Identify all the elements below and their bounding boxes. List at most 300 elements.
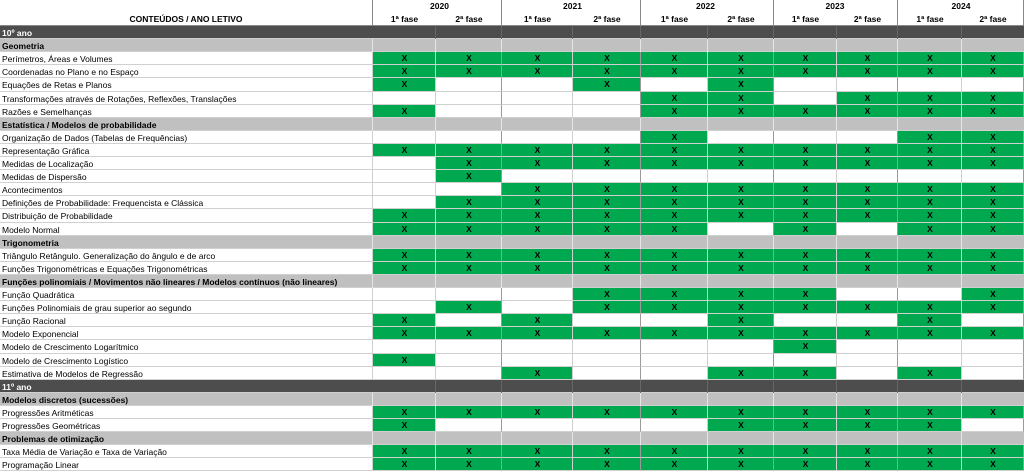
empty-cell (502, 92, 573, 105)
group-band-rule (707, 236, 708, 249)
year-band-rule (773, 26, 774, 39)
x-mark: X (927, 106, 933, 116)
empty-cell (573, 340, 641, 354)
empty-cell (436, 354, 502, 367)
x-mark: X (604, 407, 610, 417)
year-band-rule (897, 380, 898, 393)
empty-cell (573, 367, 641, 380)
empty-cell (502, 170, 573, 183)
empty-cell (962, 78, 1024, 92)
x-mark: X (401, 420, 408, 430)
x-mark: X (671, 184, 678, 194)
empty-cell (436, 314, 502, 327)
x-mark: X (990, 263, 996, 273)
empty-cell (774, 92, 837, 105)
year-band-rule (435, 26, 436, 39)
x-mark: X (534, 66, 541, 76)
x-mark: X (990, 132, 996, 142)
x-mark: X (671, 328, 678, 338)
group-band-rule (961, 393, 962, 406)
year-header-2024: 2024 (951, 1, 971, 11)
row-label: Medidas de Localização (2, 159, 94, 169)
row-label: Modelo de Crescimento Logístico (2, 356, 129, 366)
group-band-rule (961, 236, 962, 249)
empty-cell (962, 367, 1024, 380)
group-band-rule (961, 118, 962, 131)
x-mark: X (802, 420, 809, 430)
x-mark: X (990, 184, 996, 194)
empty-cell (436, 183, 502, 196)
x-mark: X (927, 446, 933, 456)
x-mark: X (864, 263, 871, 273)
x-mark: X (927, 368, 933, 378)
empty-cell (774, 131, 837, 144)
group-band-rule (501, 275, 502, 288)
phase-header: 1ª fase (791, 14, 820, 24)
x-mark: X (466, 197, 472, 207)
empty-cell (373, 157, 436, 170)
group-band-rule (572, 118, 573, 131)
empty-cell (837, 367, 898, 380)
x-mark: X (401, 210, 408, 220)
row-label: Taxa Média de Variação e Taxa de Variação (2, 447, 167, 457)
empty-cell (373, 170, 436, 183)
empty-cell (898, 340, 962, 354)
x-mark: X (401, 315, 408, 325)
x-mark: X (990, 53, 996, 63)
x-mark: X (927, 184, 933, 194)
row-label: Equações de Retas e Planos (2, 80, 112, 90)
x-mark: X (671, 197, 678, 207)
group-band-rule (372, 432, 373, 445)
x-mark: X (738, 315, 744, 325)
empty-cell (898, 78, 962, 92)
group-band-rule (372, 275, 373, 288)
x-mark: X (802, 53, 809, 63)
x-mark: X (738, 420, 744, 430)
empty-cell (708, 340, 774, 354)
empty-cell (837, 131, 898, 144)
group-band-rule (707, 39, 708, 52)
empty-cell (774, 354, 837, 367)
x-mark: X (802, 250, 809, 260)
x-mark: X (604, 446, 610, 456)
group-band-rule (435, 118, 436, 131)
year-band-rule (961, 380, 962, 393)
empty-cell (898, 354, 962, 367)
x-mark: X (466, 210, 472, 220)
group-band-rule (435, 236, 436, 249)
x-mark: X (604, 328, 610, 338)
x-mark: X (927, 145, 933, 155)
group-band-rule (572, 393, 573, 406)
x-mark: X (802, 328, 809, 338)
phase-header: 2ª fase (727, 14, 755, 24)
x-mark: X (990, 446, 996, 456)
year-band-rule (961, 26, 962, 39)
empty-cell (373, 183, 436, 196)
x-mark: X (534, 224, 541, 234)
x-mark: X (864, 446, 871, 456)
row-label: Modelo Normal (2, 225, 60, 235)
group-band-rule (961, 39, 962, 52)
group-band-rule (435, 432, 436, 445)
row-label: Definições de Probabilidade: Frequencista e Clássica (2, 198, 204, 208)
phase-header: 1ª fase (660, 14, 689, 24)
row-label: Organização de Dados (Tabelas de Frequências) (2, 133, 188, 143)
x-mark: X (990, 158, 996, 168)
group-band-rule (640, 432, 641, 445)
x-mark: X (864, 197, 871, 207)
x-mark: X (738, 368, 744, 378)
x-mark: X (401, 224, 408, 234)
group-band-rule (836, 39, 837, 52)
x-mark: X (466, 302, 472, 312)
x-mark: X (466, 446, 472, 456)
group-band-rule (572, 39, 573, 52)
year-band-rule (836, 26, 837, 39)
row-label: Estimativa de Modelos de Regressão (2, 369, 143, 379)
x-mark: X (738, 302, 744, 312)
x-mark: X (401, 407, 408, 417)
phase-header: 2ª fase (979, 14, 1007, 24)
group-band-rule (836, 275, 837, 288)
x-mark: X (604, 197, 610, 207)
x-mark: X (864, 66, 871, 76)
empty-cell (837, 78, 898, 92)
group-band-rule (372, 39, 373, 52)
x-mark: X (604, 184, 610, 194)
group-band-rule (897, 236, 898, 249)
year-header-2022: 2022 (696, 1, 715, 11)
x-mark: X (534, 315, 541, 325)
x-mark: X (466, 66, 472, 76)
x-mark: X (671, 289, 678, 299)
group-band-rule (773, 39, 774, 52)
x-mark: X (671, 93, 678, 103)
year-divider (640, 0, 641, 26)
x-mark: X (864, 53, 871, 63)
x-mark: X (864, 145, 871, 155)
x-mark: X (990, 197, 996, 207)
empty-cell (436, 367, 502, 380)
empty-cell (641, 78, 708, 92)
empty-cell (436, 131, 502, 144)
table-header-title: CONTEÚDOS / ANO LETIVO (129, 14, 243, 24)
x-mark: X (466, 53, 472, 63)
x-mark: X (671, 145, 678, 155)
phase-header: 1ª fase (390, 14, 419, 24)
empty-cell (641, 419, 708, 432)
empty-cell (837, 223, 898, 236)
group-band-rule (501, 236, 502, 249)
empty-cell (837, 354, 898, 367)
group-label: Estatística / Modelos de probabilidade (2, 120, 157, 130)
empty-cell (373, 301, 436, 314)
row-label: Triângulo Retângulo. Generalização do ângulo e de arco (2, 251, 216, 261)
x-mark: X (738, 328, 744, 338)
group-band (0, 236, 1024, 249)
empty-cell (502, 131, 573, 144)
group-band-rule (707, 432, 708, 445)
year-band-rule (640, 380, 641, 393)
x-mark: X (604, 263, 610, 273)
x-mark: X (534, 368, 541, 378)
x-mark: X (864, 250, 871, 260)
x-mark: X (802, 224, 809, 234)
empty-cell (502, 78, 573, 92)
x-mark: X (671, 407, 678, 417)
x-mark: X (990, 302, 996, 312)
x-mark: X (466, 263, 472, 273)
x-mark: X (927, 250, 933, 260)
empty-cell (573, 170, 641, 183)
x-mark: X (927, 197, 933, 207)
group-band-rule (572, 236, 573, 249)
x-mark: X (802, 263, 809, 273)
group-band-rule (501, 393, 502, 406)
x-mark: X (534, 197, 541, 207)
empty-cell (502, 301, 573, 314)
empty-cell (436, 288, 502, 301)
row-label: Modelo Exponencial (2, 329, 79, 339)
empty-cell (641, 340, 708, 354)
row-label: Perímetros, Áreas e Volumes (2, 54, 113, 64)
x-mark: X (604, 250, 610, 260)
empty-cell (373, 288, 436, 301)
group-band-rule (707, 118, 708, 131)
x-mark: X (802, 106, 809, 116)
x-mark: X (927, 263, 933, 273)
empty-cell (837, 314, 898, 327)
x-mark: X (671, 53, 678, 63)
empty-cell (573, 419, 641, 432)
x-mark: X (990, 328, 996, 338)
x-mark: X (534, 53, 541, 63)
empty-cell (502, 105, 573, 118)
group-band-rule (707, 393, 708, 406)
empty-cell (962, 419, 1024, 432)
row-label: Progressões Aritméticas (2, 408, 94, 418)
group-band-rule (435, 39, 436, 52)
x-mark: X (802, 145, 809, 155)
x-mark: X (534, 407, 541, 417)
group-band-rule (372, 236, 373, 249)
x-mark: X (671, 459, 678, 469)
x-mark: X (401, 263, 408, 273)
x-mark: X (802, 158, 809, 168)
year-band-rule (707, 380, 708, 393)
group-label: Geometria (2, 41, 45, 51)
empty-cell (962, 340, 1024, 354)
group-band-rule (372, 393, 373, 406)
group-band-rule (501, 118, 502, 131)
group-band-rule (961, 275, 962, 288)
x-mark: X (738, 197, 744, 207)
group-band-rule (640, 39, 641, 52)
x-mark: X (671, 106, 678, 116)
x-mark: X (864, 407, 871, 417)
phase-header: 1ª fase (523, 14, 552, 24)
x-mark: X (927, 328, 933, 338)
group-band-rule (435, 275, 436, 288)
x-mark: X (802, 289, 809, 299)
empty-cell (774, 314, 837, 327)
x-mark: X (671, 250, 678, 260)
phase-header: 2ª fase (593, 14, 621, 24)
x-mark: X (466, 224, 472, 234)
x-mark: X (671, 224, 678, 234)
group-band-rule (640, 275, 641, 288)
x-mark: X (401, 446, 408, 456)
empty-cell (373, 340, 436, 354)
row-label: Representação Gráfica (2, 146, 90, 156)
row-label: Medidas de Dispersão (2, 172, 87, 182)
x-mark: X (864, 106, 871, 116)
x-mark: X (671, 66, 678, 76)
x-mark: X (802, 302, 809, 312)
year-band-rule (501, 26, 502, 39)
x-mark: X (990, 407, 996, 417)
group-band-rule (897, 275, 898, 288)
group-band-rule (572, 275, 573, 288)
group-label: Problemas de otimização (2, 434, 105, 444)
empty-cell (373, 196, 436, 209)
x-mark: X (738, 66, 744, 76)
x-mark: X (802, 197, 809, 207)
row-label: Razões e Semelhanças (2, 107, 92, 117)
x-mark: X (738, 53, 744, 63)
group-band-rule (836, 432, 837, 445)
empty-cell (962, 314, 1024, 327)
group-label: Funções polinomiais / Movimentos não lineares / Modelos contínuos (não lineares) (2, 277, 338, 287)
x-mark: X (401, 106, 408, 116)
row-label: Acontecimentos (2, 185, 63, 195)
x-mark: X (604, 145, 610, 155)
x-mark: X (534, 250, 541, 260)
group-band-rule (773, 432, 774, 445)
empty-cell (502, 354, 573, 367)
x-mark: X (604, 53, 610, 63)
year-band-rule (572, 380, 573, 393)
x-mark: X (738, 106, 744, 116)
x-mark: X (802, 341, 809, 351)
x-mark: X (534, 446, 541, 456)
row-label: Modelo de Crescimento Logarítmico (2, 342, 139, 352)
x-mark: X (604, 224, 610, 234)
row-label: Transformações através de Rotações, Reflexões, Translações (2, 94, 237, 104)
x-mark: X (927, 315, 933, 325)
x-mark: X (864, 184, 871, 194)
x-mark: X (534, 145, 541, 155)
x-mark: X (604, 158, 610, 168)
x-mark: X (990, 289, 996, 299)
year-band-rule (435, 380, 436, 393)
x-mark: X (990, 210, 996, 220)
phase-header: 2ª fase (455, 14, 483, 24)
x-mark: X (604, 79, 610, 89)
phase-header: 2ª fase (853, 14, 882, 24)
x-mark: X (534, 263, 541, 273)
group-band-rule (773, 275, 774, 288)
empty-cell (708, 170, 774, 183)
year-band-rule (572, 26, 573, 39)
group-band-rule (640, 118, 641, 131)
group-band-rule (897, 393, 898, 406)
year-band-rule (501, 380, 502, 393)
empty-cell (436, 340, 502, 354)
group-band-rule (897, 118, 898, 131)
x-mark: X (534, 459, 541, 469)
x-mark: X (802, 210, 809, 220)
empty-cell (573, 354, 641, 367)
x-mark: X (864, 459, 871, 469)
x-mark: X (534, 210, 541, 220)
x-mark: X (534, 158, 541, 168)
x-mark: X (738, 289, 744, 299)
group-label: Modelos discretos (sucessões) (2, 395, 129, 405)
x-mark: X (671, 446, 678, 456)
x-mark: X (738, 446, 744, 456)
row-label: Coordenadas no Plano e no Espaço (2, 67, 139, 77)
empty-cell (898, 170, 962, 183)
x-mark: X (927, 302, 933, 312)
row-label: Função Racional (2, 316, 66, 326)
year-band-rule (836, 380, 837, 393)
x-mark: X (466, 250, 472, 260)
x-mark: X (802, 66, 809, 76)
row-label: Distribuição de Probabilidade (2, 211, 113, 221)
group-band-rule (501, 432, 502, 445)
year-header-2021: 2021 (563, 1, 582, 11)
x-mark: X (927, 66, 933, 76)
row-label: Funções Trigonométricas e Equações Trigonométricas (2, 264, 208, 274)
x-mark: X (671, 302, 678, 312)
year-divider (372, 0, 373, 26)
empty-cell (641, 314, 708, 327)
x-mark: X (927, 407, 933, 417)
x-mark: X (671, 263, 678, 273)
year-band (0, 26, 1024, 39)
x-mark: X (738, 250, 744, 260)
empty-cell (641, 170, 708, 183)
x-mark: X (401, 145, 408, 155)
year-header-2020: 2020 (430, 1, 449, 11)
empty-cell (708, 131, 774, 144)
empty-cell (373, 131, 436, 144)
group-band-rule (897, 39, 898, 52)
x-mark: X (927, 459, 933, 469)
empty-cell (573, 314, 641, 327)
x-mark: X (401, 53, 408, 63)
phase-header: 1ª fase (916, 14, 944, 24)
group-band-rule (836, 236, 837, 249)
x-mark: X (401, 250, 408, 260)
empty-cell (837, 170, 898, 183)
x-mark: X (802, 407, 809, 417)
x-mark: X (738, 93, 744, 103)
empty-cell (436, 78, 502, 92)
x-mark: X (927, 93, 933, 103)
x-mark: X (534, 328, 541, 338)
x-mark: X (466, 459, 472, 469)
x-mark: X (864, 302, 871, 312)
x-mark: X (864, 93, 871, 103)
group-band-rule (961, 432, 962, 445)
row-label: Funções Polinomiais de grau superior ao segundo (2, 303, 192, 313)
x-mark: X (671, 132, 678, 142)
empty-cell (502, 419, 573, 432)
